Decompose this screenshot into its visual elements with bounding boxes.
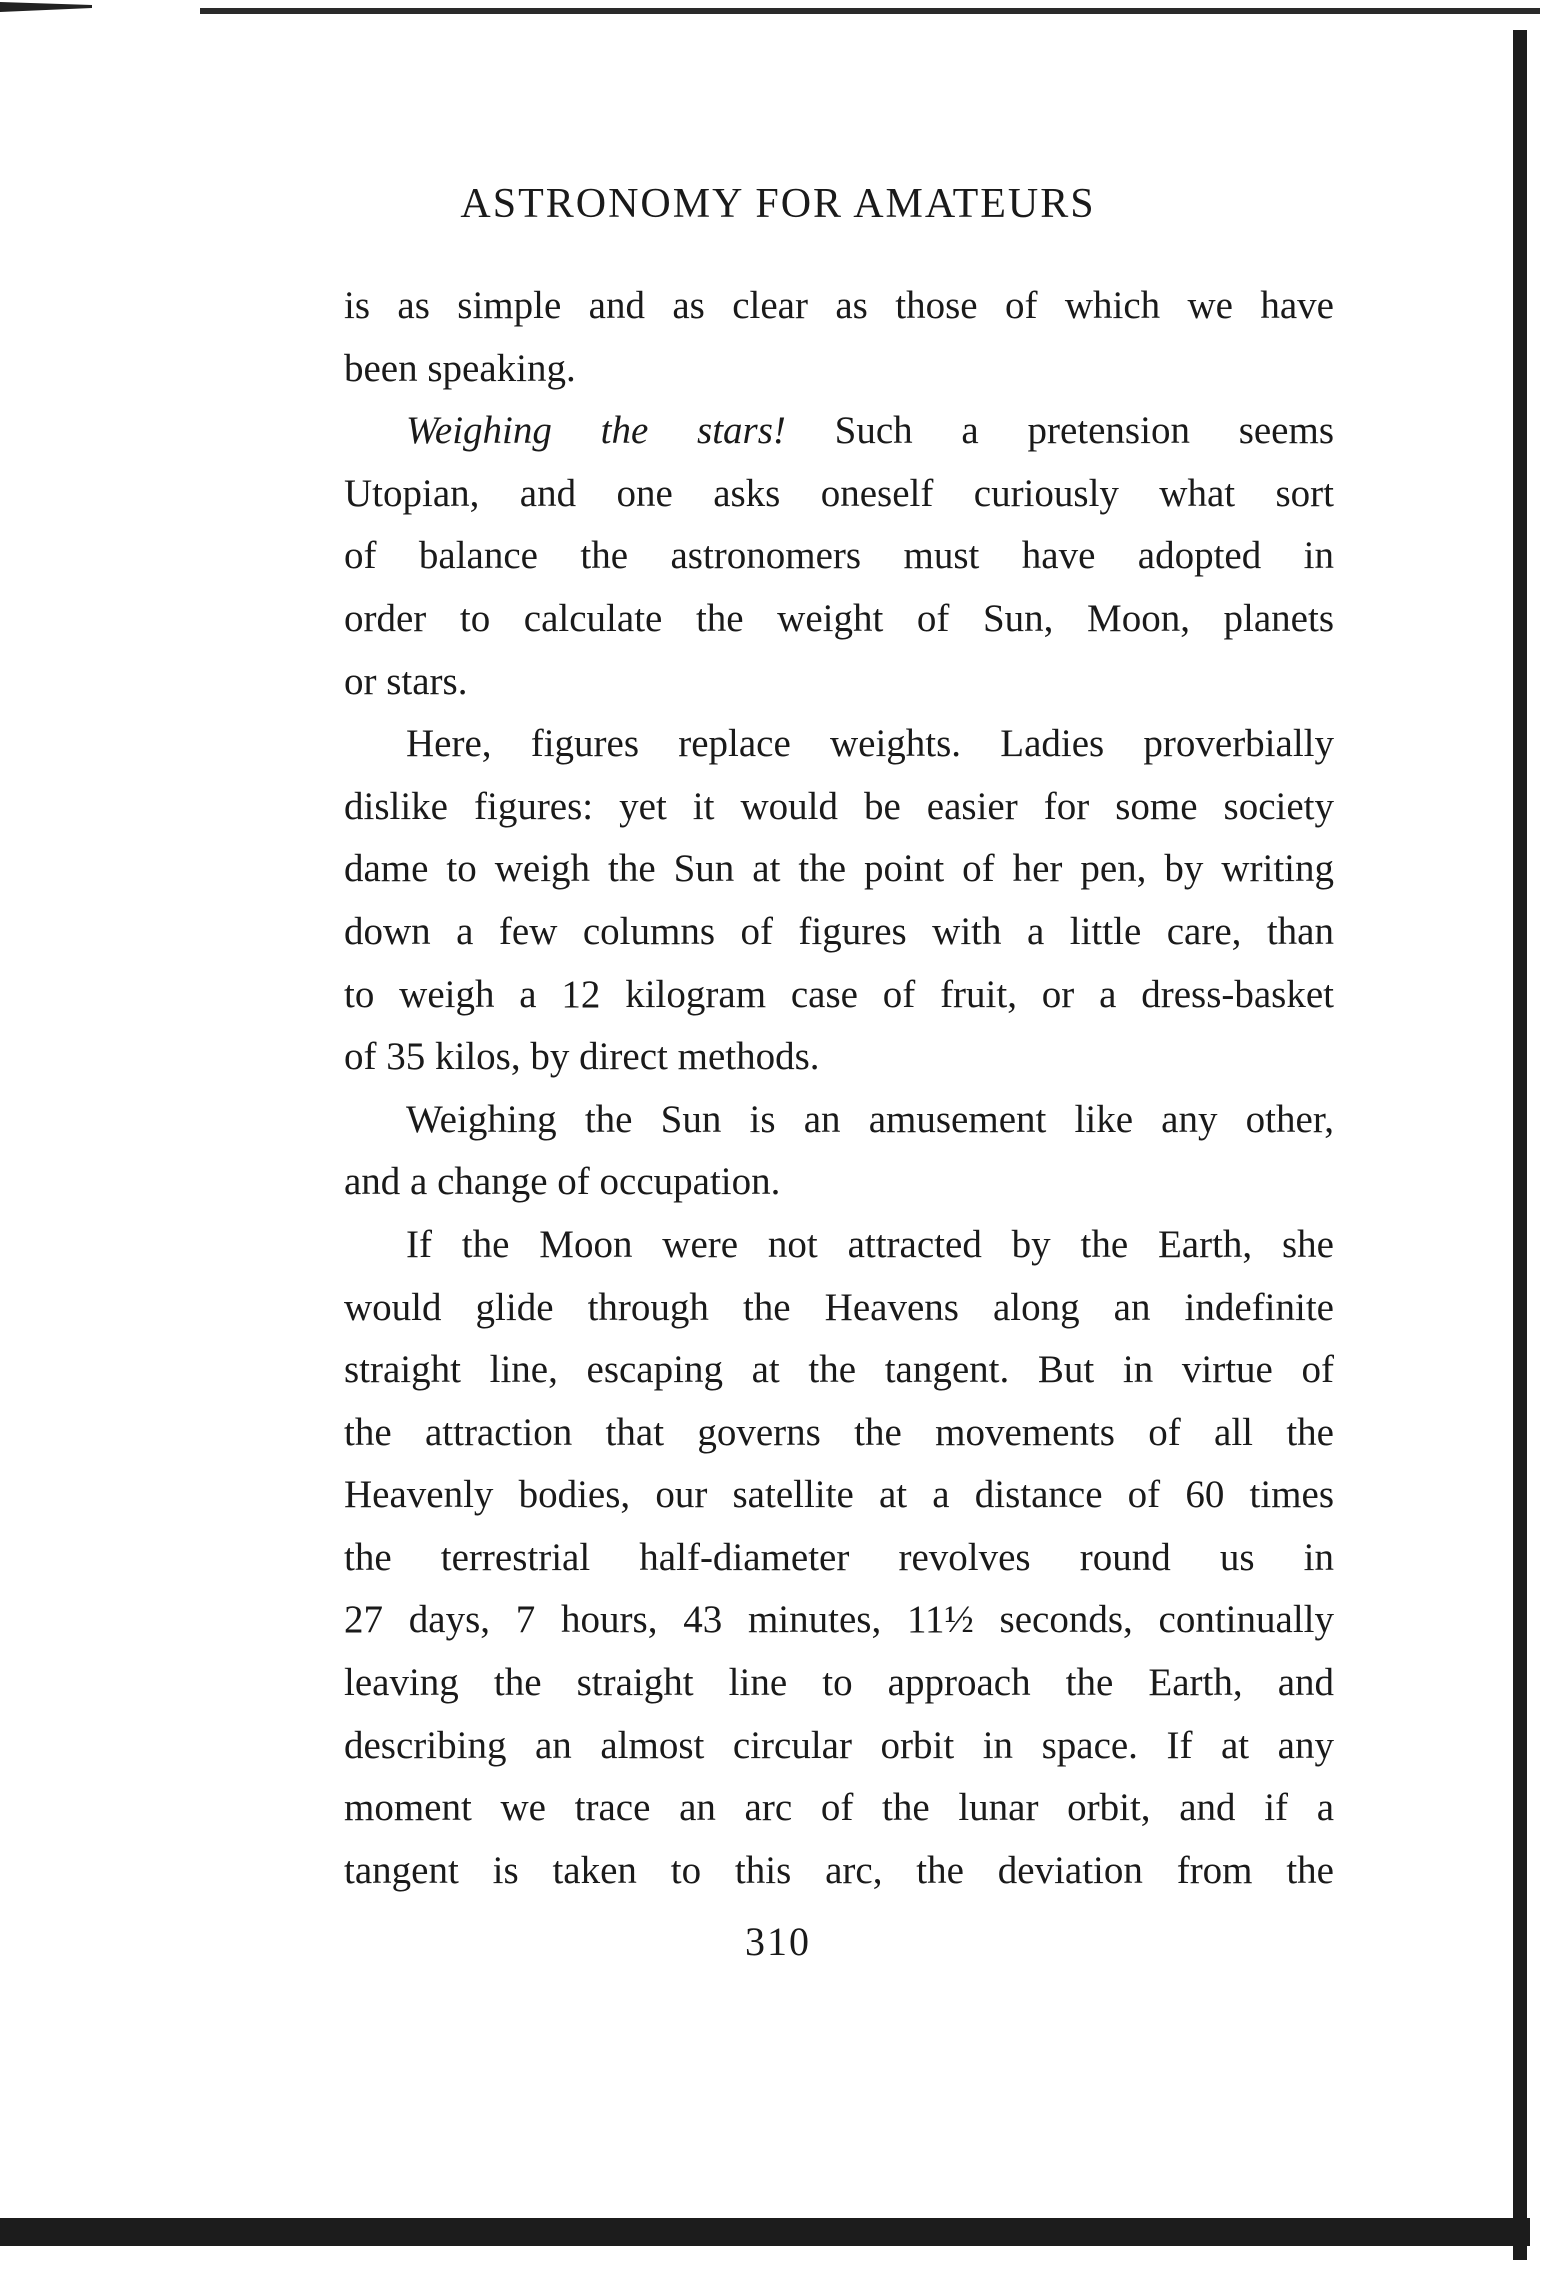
text-line: Heavenly bodies, our satellite at a distance of 60 times	[344, 1473, 1334, 1517]
scan-bottom-edge	[0, 2218, 1530, 2246]
text-line: tangent is taken to this arc, the deviation from the	[344, 1848, 1334, 1892]
italic-phrase: Weighing the stars!	[406, 409, 786, 453]
text-line: leaving the straight line to approach the Earth, and	[344, 1661, 1334, 1705]
text-line: or stars.	[344, 659, 468, 703]
text-line: and a change of occupation.	[344, 1160, 781, 1204]
body-text	[344, 275, 1334, 1902]
text-line: dame to weigh the Sun at the point of her pen, by writing	[344, 847, 1334, 891]
scan-top-edge	[200, 8, 1540, 14]
text-line: is as simple and as clear as those of which we have	[344, 284, 1334, 327]
text-line: If the Moon were not attracted by the Earth, she	[406, 1222, 1334, 1266]
text-line: the attraction that governs the movements of all the	[344, 1410, 1334, 1454]
text-line: of 35 kilos, by direct methods.	[344, 1035, 820, 1079]
page-number: 310	[745, 1919, 811, 1964]
running-head: ASTRONOMY FOR AMATEURS	[460, 181, 1096, 227]
text-line: Weighing the Sun is an amusement like any other,	[406, 1097, 1334, 1141]
text-line: order to calculate the weight of Sun, Moon, planets	[344, 596, 1334, 640]
text-line: the terrestrial half-diameter revolves round us in	[344, 1535, 1334, 1579]
text-line: describing an almost circular orbit in space. If at any	[344, 1723, 1334, 1767]
text-line: to weigh a 12 kilogram case of fruit, or a dress-basket	[344, 972, 1334, 1016]
text-line: down a few columns of figures with a little care, than	[344, 909, 1334, 953]
text-line: straight line, escaping at the tangent. But in virtue of	[344, 1348, 1334, 1392]
text-line: been speaking.	[344, 346, 576, 390]
text-line: Weighing the stars! Such a pretension seems	[406, 409, 1335, 453]
text-line: dislike figures: yet it would be easier for some society	[344, 784, 1334, 828]
text-line: moment we trace an arc of the lunar orbit, and if a	[344, 1786, 1334, 1830]
text-line: Here, figures replace weights. Ladies proverbially	[406, 722, 1334, 766]
text-line: of balance the astronomers must have adopted in	[344, 534, 1334, 578]
text-line: would glide through the Heavens along an indefinite	[344, 1285, 1334, 1329]
text-line: 27 days, 7 hours, 43 minutes, 11½ seconds, continually	[344, 1598, 1334, 1642]
text-line: Utopian, and one asks oneself curiously what sort	[344, 471, 1334, 515]
scan-edge-mark	[0, 2, 92, 12]
